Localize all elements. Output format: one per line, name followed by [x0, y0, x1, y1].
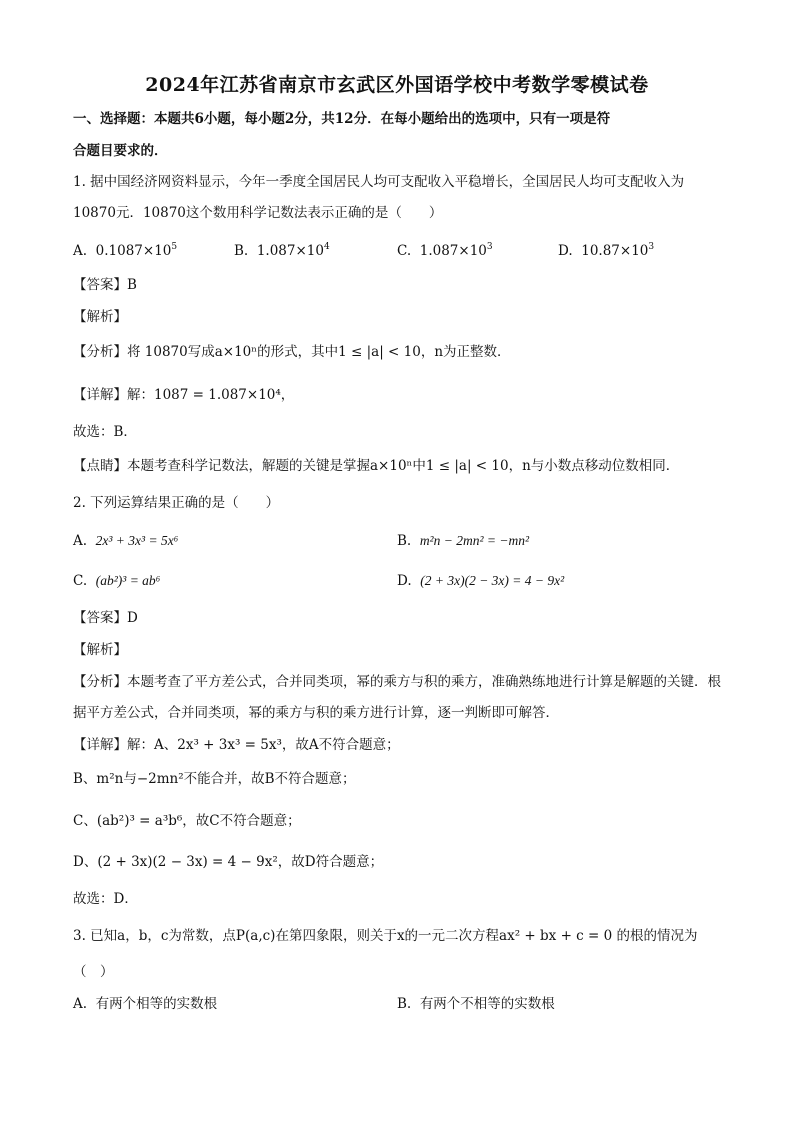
q1-option-b [234, 242, 330, 260]
option-label: B. [234, 243, 249, 259]
q2-fenxi-line1: 【分析】本题考查了平方差公式，合并同类项，幂的乘方与积的乘方，准确熟练地进行计算是解题的关键．根 [73, 674, 721, 690]
option-label: B. [397, 533, 412, 549]
q1-analysis-heading: 【解析】 [73, 309, 127, 325]
option-text: 0.1087×10 [95, 243, 172, 259]
q1-fenxi: 【分析】将 10870写成a×10ⁿ的形式，其中1 ≤ |a| < 10，n为正整数． [73, 344, 511, 360]
option-label: D. [397, 573, 412, 589]
q2-option-c [73, 572, 160, 590]
option-text: 有两个不相等的实数根 [419, 996, 555, 1012]
q1-conclusion: 故选：B． [73, 424, 137, 440]
q2-answer: 【答案】D [73, 610, 138, 626]
q1-option-c [397, 242, 493, 260]
option-text: 有两个相等的实数根 [95, 996, 218, 1012]
q1-xiangjie: 【详解】解：1087 = 1.087×10⁴， [73, 387, 295, 403]
option-label: A. [73, 243, 88, 259]
q1-stem-line2: 10870元．10870这个数用科学记数法表示正确的是（ ） [73, 205, 443, 221]
q2-option-b [397, 532, 529, 550]
option-label: C. [397, 243, 412, 259]
q2-option-d [397, 572, 564, 590]
option-label: A. [73, 996, 88, 1012]
q1-option-d [558, 242, 654, 260]
q3-stem-line1: 3. 已知a，b，c为常数，点P(a,c)在第四象限，则关于x的一元二次方程ax² + bx + c = 0 的根的情况为 [73, 928, 698, 944]
q3-option-a [73, 995, 217, 1013]
option-exponent: 3 [648, 242, 655, 252]
option-exponent: 4 [323, 242, 330, 252]
q1-option-a [73, 242, 177, 260]
option-text: 1.087×10 [256, 243, 324, 259]
q2-detail-d: D、(2 + 3x)(2 − 3x) = 4 − 9x²，故D符合题意； [73, 854, 384, 870]
option-text: (2 + 3x)(2 − 3x) = 4 − 9x² [420, 573, 565, 588]
q2-detail-b: B、m²n与−2mn²不能合并，故B不符合题意； [73, 771, 356, 787]
q1-answer: 【答案】B [73, 277, 137, 293]
q2-detail-c: C、(ab²)³ = a³b⁶，故C不符合题意； [73, 813, 301, 829]
option-label: A. [73, 533, 88, 549]
section-header-line1: 一、选择题：本题共6小题，每小题2分，共12分．在每小题给出的选项中，只有一项是符 [73, 111, 611, 127]
q2-fenxi-line2: 据平方差公式，合并同类项，幂的乘方与积的乘方进行计算，逐一判断即可解答． [73, 705, 559, 721]
option-text: m²n − 2mn² = −mn² [419, 533, 530, 548]
option-text: (ab²)³ = ab⁶ [95, 573, 161, 588]
q3-option-b [397, 995, 555, 1013]
q1-dianjing: 【点睛】本题考查科学记数法，解题的关键是掌握a×10ⁿ中1 ≤ |a| < 10，n与小数点移动位数相同． [73, 458, 680, 474]
section-header-line2: 合题目要求的． [73, 143, 168, 159]
option-label: D. [558, 243, 573, 259]
option-label: C. [73, 573, 88, 589]
q2-option-a [73, 532, 178, 550]
q2-xiangjie: 【详解】解：A、2x³ + 3x³ = 5x³，故A不符合题意； [73, 737, 400, 753]
q1-stem-line1: 1. 据中国经济网资料显示，今年一季度全国居民人均可支配收入平稳增长，全国居民人均可支配收入为 [73, 174, 685, 190]
page-title: 2024年江苏省南京市玄武区外国语学校中考数学零模试卷 [145, 74, 649, 96]
option-exponent: 3 [486, 242, 493, 252]
option-text: 1.087×10 [419, 243, 487, 259]
q2-conclusion: 故选：D． [73, 891, 138, 907]
q2-analysis-heading: 【解析】 [73, 642, 127, 658]
option-label: B. [397, 996, 412, 1012]
q2-stem: 2. 下列运算结果正确的是（ ） [73, 495, 280, 511]
option-text: 10.87×10 [581, 243, 649, 259]
option-exponent: 5 [171, 242, 178, 252]
q3-stem-line2: （ ） [73, 964, 114, 980]
option-text: 2x³ + 3x³ = 5x⁶ [95, 533, 179, 548]
